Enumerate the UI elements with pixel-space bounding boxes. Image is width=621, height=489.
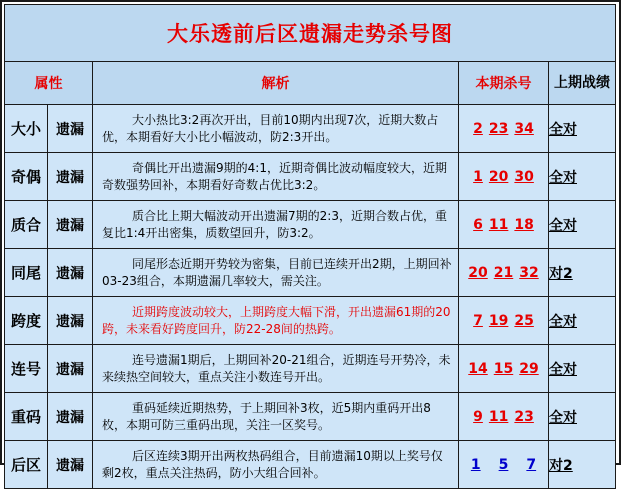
kill-number-link[interactable]: 2 xyxy=(473,120,483,137)
row-previous-record[interactable]: 全对 xyxy=(549,409,577,426)
row-attribute: 跨度 xyxy=(5,297,48,345)
table-row xyxy=(5,345,616,393)
kill-number-link[interactable]: 20 xyxy=(488,168,509,185)
kill-number-link[interactable]: 30 xyxy=(514,168,534,185)
header-attribute: 属性 xyxy=(5,62,93,105)
kill-number-link[interactable]: 21 xyxy=(493,264,514,281)
kill-number-link[interactable]: 1 xyxy=(470,456,481,473)
header-previous-record: 上期战绩 xyxy=(549,62,616,105)
row-type: 遗漏 xyxy=(48,393,93,441)
kill-number-link[interactable]: 29 xyxy=(519,360,539,377)
row-analysis: 质合比上期大幅波动开出遗漏7期的2:3，近期合数占优，重复比1:4开出密集，质数望回升，防3:2。 xyxy=(93,201,459,249)
kill-number-table xyxy=(4,4,616,489)
kill-number-link[interactable]: 18 xyxy=(514,216,534,233)
row-kill-numbers xyxy=(459,153,549,201)
row-type: 遗漏 xyxy=(48,153,93,201)
row-type: 遗漏 xyxy=(48,345,93,393)
kill-number-link[interactable]: 23 xyxy=(488,120,509,137)
header-kill-numbers: 本期杀号 xyxy=(459,62,549,105)
row-analysis: 后区连续3期开出两枚热码组合，目前遗漏10期以上奖号仅剩2枚，重点关注热码，防小大组合回补。 xyxy=(93,441,459,489)
row-analysis: 近期跨度波动较大，上期跨度大幅下滑，开出遗漏61期的20跨，未来看好跨度回升，防22-28间的热跨。 xyxy=(93,297,459,345)
table-row xyxy=(5,393,616,441)
table-row xyxy=(5,201,616,249)
kill-number-link[interactable]: 11 xyxy=(488,408,509,425)
row-attribute: 后区 xyxy=(5,441,48,489)
kill-number-link[interactable]: 6 xyxy=(473,216,483,233)
table-row xyxy=(5,249,616,297)
kill-number-link[interactable]: 25 xyxy=(514,312,534,329)
kill-number-link[interactable]: 20 xyxy=(468,264,488,281)
row-previous-record[interactable]: 对2 xyxy=(549,265,573,282)
row-kill-numbers xyxy=(459,249,549,297)
table-row xyxy=(5,105,616,153)
kill-number-link[interactable]: 7 xyxy=(526,456,537,473)
header-analysis: 解析 xyxy=(93,62,459,105)
row-analysis: 奇偶比开出遗漏9期的4:1，近期奇偶比波动幅度较大，近期奇数强势回补，本期看好奇数占优比3:2。 xyxy=(93,153,459,201)
kill-number-link[interactable]: 34 xyxy=(514,120,534,137)
row-previous-record[interactable]: 对2 xyxy=(549,457,573,474)
row-previous-record[interactable]: 全对 xyxy=(549,313,577,330)
row-previous-record[interactable]: 全对 xyxy=(549,169,577,186)
table-header xyxy=(5,62,616,105)
row-attribute: 同尾 xyxy=(5,249,48,297)
kill-number-link[interactable]: 5 xyxy=(498,456,509,473)
row-analysis: 同尾形态近期开势较为密集，目前已连续开出2期，上期回补03-23组合，本期遗漏几率较大，需关注。 xyxy=(93,249,459,297)
row-attribute: 奇偶 xyxy=(5,153,48,201)
row-attribute: 连号 xyxy=(5,345,48,393)
kill-number-link[interactable]: 32 xyxy=(519,264,539,281)
kill-number-link[interactable]: 19 xyxy=(488,312,509,329)
row-analysis: 重码延续近期热势，于上期回补3枚，近5期内重码开出8枚，本期可防三重码出现，关注一区奖号。 xyxy=(93,393,459,441)
row-attribute: 大小 xyxy=(5,105,48,153)
row-type: 遗漏 xyxy=(48,441,93,489)
kill-number-link[interactable]: 15 xyxy=(493,360,514,377)
row-previous-record[interactable]: 全对 xyxy=(549,121,577,138)
kill-number-link[interactable]: 11 xyxy=(488,216,509,233)
row-kill-numbers xyxy=(459,297,549,345)
kill-number-link[interactable]: 1 xyxy=(473,168,483,185)
row-type: 遗漏 xyxy=(48,297,93,345)
row-type: 遗漏 xyxy=(48,201,93,249)
row-type: 遗漏 xyxy=(48,249,93,297)
kill-number-link[interactable]: 7 xyxy=(473,312,483,329)
row-type: 遗漏 xyxy=(48,105,93,153)
row-analysis: 连号遗漏1期后，上期回补20-21组合，近期连号开势冷，未来续热空间较大，重点关注小数连号开出。 xyxy=(93,345,459,393)
page-title: 大乐透前后区遗漏走势杀号图 xyxy=(5,5,616,62)
kill-number-link[interactable]: 14 xyxy=(468,360,488,377)
row-analysis: 大小热比3:2再次开出，目前10期内出现7次，近期大数占优，本期看好大小比小幅波动，防2:3开出。 xyxy=(93,105,459,153)
row-previous-record[interactable]: 全对 xyxy=(549,361,577,378)
kill-number-link[interactable]: 9 xyxy=(473,408,483,425)
row-attribute: 重码 xyxy=(5,393,48,441)
row-kill-numbers xyxy=(459,345,549,393)
row-kill-numbers xyxy=(459,393,549,441)
table-row xyxy=(5,297,616,345)
row-kill-numbers xyxy=(459,201,549,249)
kill-number-link[interactable]: 23 xyxy=(514,408,534,425)
table-row xyxy=(5,153,616,201)
row-previous-record[interactable]: 全对 xyxy=(549,217,577,234)
row-attribute: 质合 xyxy=(5,201,48,249)
row-kill-numbers xyxy=(459,105,549,153)
